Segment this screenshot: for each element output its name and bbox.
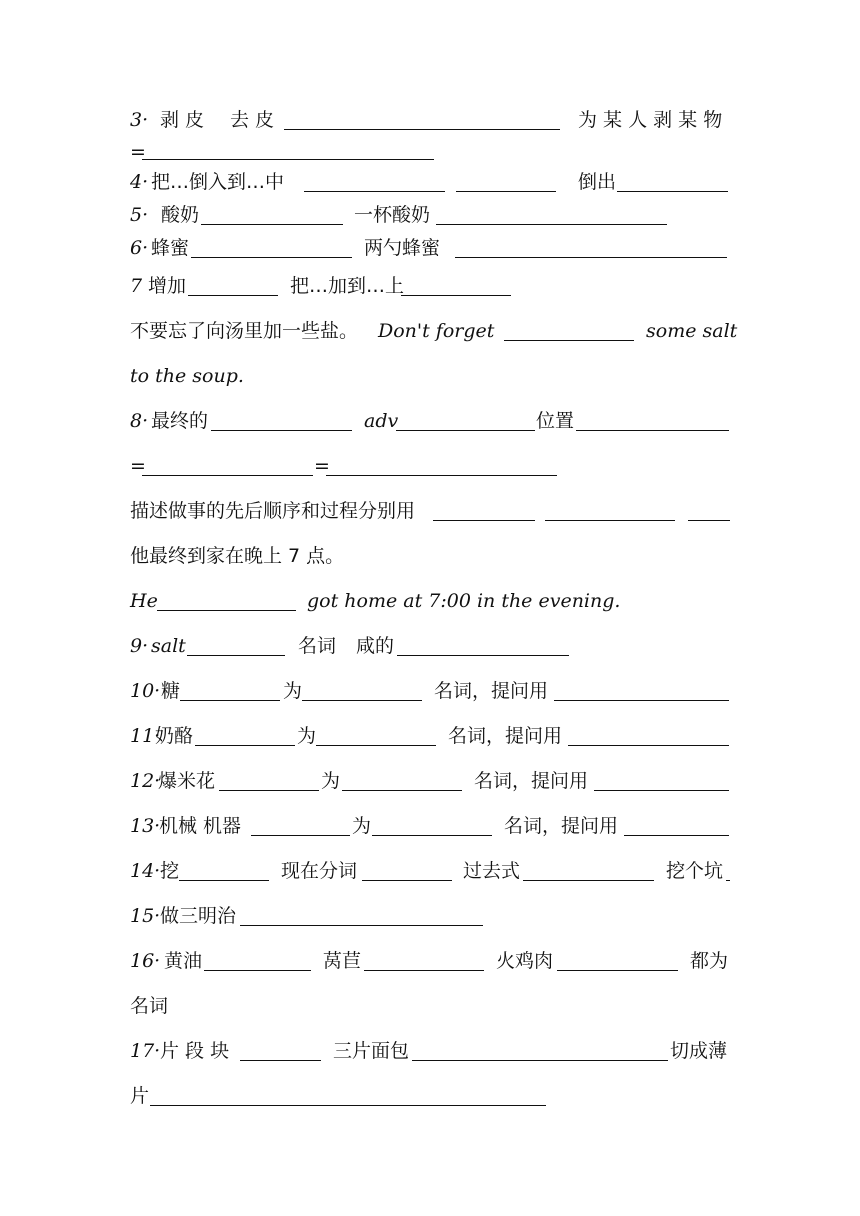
item-5-text-yogurt: 酸奶 bbox=[161, 204, 200, 226]
item-14-text-present-participle: 现在分词 bbox=[281, 860, 358, 882]
example-8-chinese: 他最终到家在晚上 7 点。 bbox=[130, 545, 345, 567]
item-13-text-machine: 机械 机器 bbox=[159, 815, 242, 837]
example-7-chinese: 不要忘了向汤里加一些盐。 bbox=[130, 320, 359, 342]
example-8-he: He bbox=[130, 590, 158, 612]
item-7-text-add-to: 把…加到…上 bbox=[290, 275, 405, 297]
item-8-number: 8· bbox=[130, 410, 149, 432]
blank-7b[interactable] bbox=[401, 295, 511, 296]
blank-10c[interactable] bbox=[554, 700, 729, 701]
blank-seq-b[interactable] bbox=[545, 520, 675, 521]
item-10-text-noun-ask: 名词，提问用 bbox=[434, 680, 549, 702]
item-16-text-lettuce: 莴苣 bbox=[323, 950, 362, 972]
blank-8b[interactable] bbox=[396, 430, 535, 431]
item-11-number: 11· bbox=[130, 725, 161, 747]
item-3-equals: = bbox=[130, 141, 146, 163]
blank-13c[interactable] bbox=[624, 835, 729, 836]
example-8-rest: got home at 7:00 in the evening. bbox=[307, 590, 621, 612]
blank-seq-a[interactable] bbox=[433, 520, 535, 521]
item-14-number: 14· bbox=[130, 860, 161, 882]
item-9-text-noun: 名词 bbox=[298, 635, 337, 657]
example-7-to-the-soup: to the soup. bbox=[130, 365, 244, 387]
blank-8a[interactable] bbox=[211, 430, 352, 431]
item-3-text-peel-for: 为 某 人 剥 某 物 bbox=[578, 109, 723, 131]
item-6-text-honey: 蜂蜜 bbox=[151, 237, 190, 259]
item-3-text-peel: 剥 皮 bbox=[160, 109, 205, 131]
item-7-text-add: 增加 bbox=[148, 275, 187, 297]
item-8-text-adv: adv bbox=[364, 410, 399, 432]
item-6-text-two-spoons-honey: 两勺蜂蜜 bbox=[364, 237, 441, 259]
blank-10a[interactable] bbox=[180, 700, 280, 701]
item-8-equals-1: = bbox=[130, 455, 146, 477]
item-12-text-popcorn: 爆米花 bbox=[158, 770, 216, 792]
item-9-text-salt: salt bbox=[151, 635, 186, 657]
blank-14a[interactable] bbox=[179, 880, 269, 881]
blank-3a[interactable] bbox=[284, 129, 560, 130]
item-16-number: 16· bbox=[130, 950, 161, 972]
blank-17b[interactable] bbox=[412, 1060, 668, 1061]
blank-14c[interactable] bbox=[523, 880, 654, 881]
item-12-text-is: 为 bbox=[321, 770, 341, 792]
item-4-text-pour-out: 倒出 bbox=[578, 171, 617, 193]
item-11-text-noun-ask: 名词，提问用 bbox=[448, 725, 563, 747]
item-14-text-dig-hole: 挖个坑 bbox=[666, 860, 724, 882]
item-10-text-sugar: 糖 bbox=[161, 680, 181, 702]
item-9-text-salty: 咸的 bbox=[356, 635, 395, 657]
blank-14d[interactable] bbox=[726, 880, 730, 881]
item-14-text-dig: 挖 bbox=[160, 860, 180, 882]
blank-seq-c[interactable] bbox=[688, 520, 730, 521]
item-9-number: 9· bbox=[130, 635, 149, 657]
blank-8e[interactable] bbox=[326, 475, 557, 476]
item-10-number: 10· bbox=[130, 680, 161, 702]
blank-5a[interactable] bbox=[201, 224, 343, 225]
blank-17c[interactable] bbox=[150, 1105, 546, 1106]
blank-13b[interactable] bbox=[372, 835, 492, 836]
blank-4b[interactable] bbox=[456, 191, 556, 192]
item-13-number: 13· bbox=[130, 815, 161, 837]
blank-14b[interactable] bbox=[362, 880, 452, 881]
example-7-some-salt: some salt bbox=[646, 320, 738, 342]
blank-6a[interactable] bbox=[191, 257, 352, 258]
blank-12b[interactable] bbox=[342, 790, 462, 791]
blank-6b[interactable] bbox=[455, 257, 727, 258]
item-13-text-noun-ask: 名词，提问用 bbox=[504, 815, 619, 837]
item-16-text-all-are: 都为 bbox=[690, 950, 729, 972]
item-7-number: 7 bbox=[130, 275, 143, 297]
item-11-text-cheese: 奶酪 bbox=[155, 725, 194, 747]
item-4-number: 4· bbox=[130, 171, 149, 193]
blank-4a[interactable] bbox=[304, 191, 445, 192]
item-17-text-slice: 片 段 块 bbox=[160, 1040, 230, 1062]
item-17-number: 17· bbox=[130, 1040, 161, 1062]
blank-12c[interactable] bbox=[594, 790, 729, 791]
item-4-text-pour-into: 把…倒入到…中 bbox=[151, 171, 285, 193]
blank-17a[interactable] bbox=[240, 1060, 321, 1061]
blank-8c[interactable] bbox=[576, 430, 729, 431]
item-5-number: 5· bbox=[130, 204, 149, 226]
blank-9a[interactable] bbox=[187, 655, 285, 656]
blank-13a[interactable] bbox=[251, 835, 350, 836]
item-15-number: 15· bbox=[130, 905, 161, 927]
item-13-text-is: 为 bbox=[352, 815, 372, 837]
blank-4c[interactable] bbox=[617, 191, 728, 192]
blank-16b[interactable] bbox=[364, 970, 484, 971]
item-17-text-cut-thin: 切成薄 bbox=[670, 1040, 728, 1062]
item-16-text-turkey: 火鸡肉 bbox=[496, 950, 554, 972]
item-17-text-slice-end: 片 bbox=[130, 1085, 150, 1107]
blank-10b[interactable] bbox=[302, 700, 422, 701]
item-8-text-final: 最终的 bbox=[151, 410, 209, 432]
blank-7a[interactable] bbox=[188, 295, 278, 296]
item-15-text-make-sandwich: 做三明治 bbox=[160, 905, 237, 927]
blank-11c[interactable] bbox=[568, 745, 729, 746]
blank-9b[interactable] bbox=[397, 655, 569, 656]
item-10-text-is: 为 bbox=[283, 680, 303, 702]
blank-7c[interactable] bbox=[504, 340, 634, 341]
blank-11b[interactable] bbox=[316, 745, 436, 746]
blank-8d[interactable] bbox=[142, 475, 313, 476]
sequence-text: 描述做事的先后顺序和过程分别用 bbox=[130, 500, 416, 522]
item-8-equals-2: = bbox=[314, 455, 330, 477]
item-8-text-position: 位置 bbox=[536, 410, 575, 432]
blank-12a[interactable] bbox=[219, 790, 319, 791]
blank-16c[interactable] bbox=[557, 970, 678, 971]
item-3-text-remove-skin: 去 皮 bbox=[230, 109, 275, 131]
item-5-text-cup-of-yogurt: 一杯酸奶 bbox=[354, 204, 431, 226]
blank-15a[interactable] bbox=[240, 925, 483, 926]
item-3-number: 3· bbox=[130, 109, 149, 131]
blank-5b[interactable] bbox=[436, 224, 667, 225]
item-12-text-noun-ask: 名词，提问用 bbox=[474, 770, 589, 792]
blank-16a[interactable] bbox=[204, 970, 311, 971]
item-12-number: 12· bbox=[130, 770, 161, 792]
item-16-text-noun: 名词 bbox=[130, 995, 169, 1017]
blank-11a[interactable] bbox=[195, 745, 295, 746]
item-14-text-past-tense: 过去式 bbox=[463, 860, 521, 882]
blank-3b[interactable] bbox=[142, 159, 434, 160]
item-6-number: 6· bbox=[130, 237, 149, 259]
item-11-text-is: 为 bbox=[297, 725, 317, 747]
example-7-dont-forget: Don't forget bbox=[378, 320, 495, 342]
blank-8f[interactable] bbox=[157, 610, 296, 611]
item-16-text-butter: 黄油 bbox=[164, 950, 203, 972]
item-17-text-three-slices: 三片面包 bbox=[333, 1040, 410, 1062]
